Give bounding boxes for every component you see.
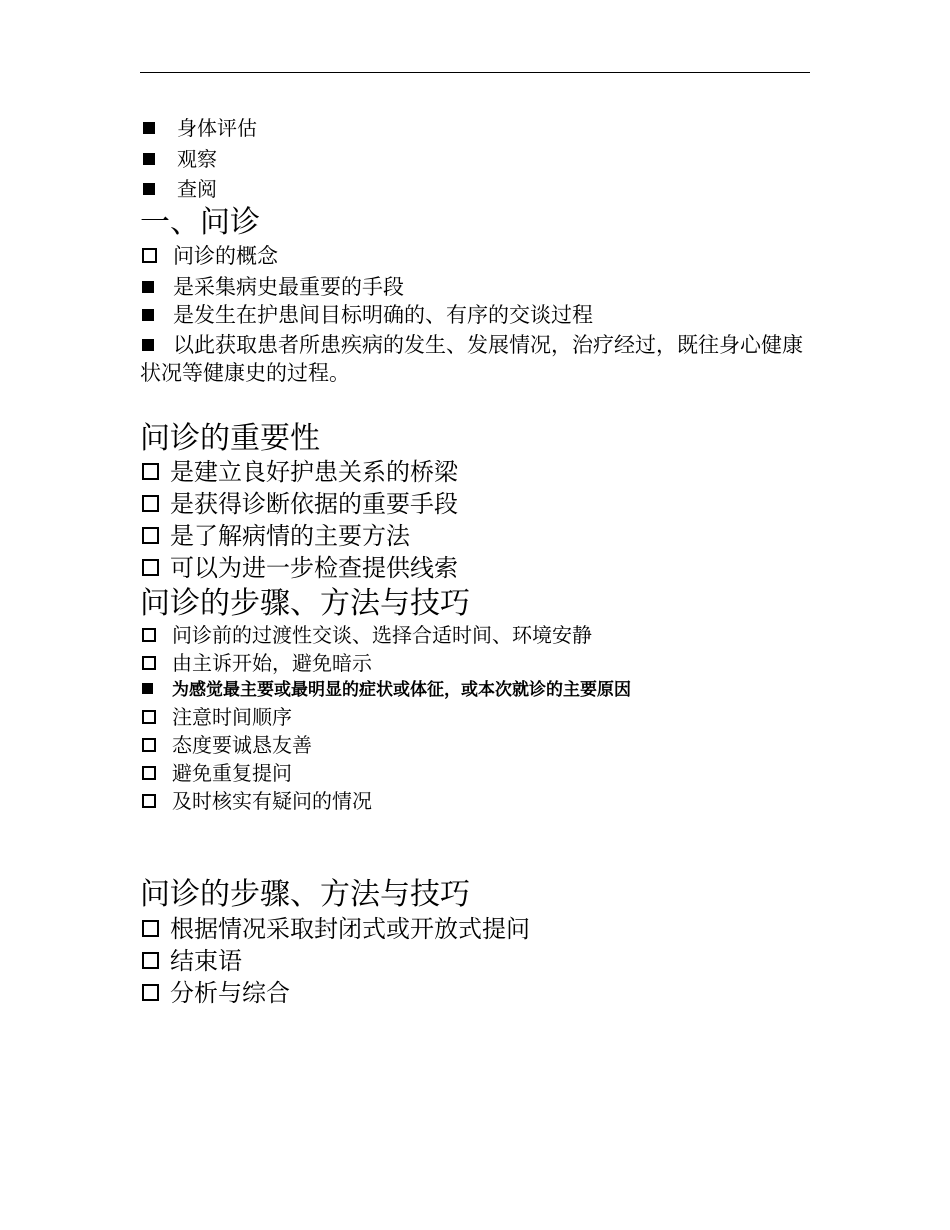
section-heading: 问诊的步骤、方法与技巧 (140, 877, 470, 912)
hollow-square-bullet-icon (142, 628, 156, 642)
list-item: 是发生在护患间目标明确的、有序的交谈过程 (140, 305, 593, 326)
hollow-square-bullet-icon (142, 710, 156, 724)
list-item: 查阅 (140, 179, 217, 199)
list-item: 问诊前的过渡性交谈、选择合适时间、环境安静 (140, 625, 592, 645)
hollow-square-bullet-icon (142, 766, 156, 780)
hollow-square-bullet-icon (142, 656, 156, 670)
concept-title: 问诊的概念 (140, 246, 278, 267)
list-item: 观察 (140, 149, 217, 169)
list-item: 避免重复提问 (140, 763, 292, 783)
hollow-square-bullet-icon (142, 794, 156, 808)
filled-square-bullet-icon (142, 309, 154, 321)
header-rule (140, 72, 810, 73)
hollow-square-bullet-icon (142, 248, 157, 263)
list-item: 身体评估 (140, 118, 257, 138)
list-item: 分析与综合 (140, 981, 290, 1005)
hollow-square-bullet-icon (142, 738, 156, 752)
list-item: 是建立良好护患关系的桥梁 (140, 460, 458, 484)
list-item: 是采集病史最重要的手段 (140, 277, 404, 298)
list-item: 是获得诊断依据的重要手段 (140, 492, 458, 516)
concept-paragraph: 以此获取患者所患疾病的发生、发展情况，治疗经过，既往身心健康状况等健康史的过程。 (140, 333, 803, 385)
section-heading: 一、问诊 (140, 205, 260, 240)
list-item: 由主诉开始，避免暗示 (140, 653, 372, 673)
filled-square-bullet-icon (143, 183, 155, 195)
section-heading: 问诊的重要性 (140, 421, 320, 456)
list-item: 态度要诚恳友善 (140, 735, 312, 755)
hollow-square-bullet-icon (142, 952, 159, 969)
hollow-square-bullet-icon (142, 984, 159, 1001)
hollow-square-bullet-icon (142, 495, 159, 512)
filled-square-bullet-icon (142, 683, 153, 694)
hollow-square-bullet-icon (142, 527, 159, 544)
filled-square-bullet-icon (143, 122, 155, 134)
list-item: 结束语 (140, 949, 242, 973)
hollow-square-bullet-icon (142, 559, 159, 576)
list-item: 及时核实有疑问的情况 (140, 791, 372, 811)
list-item: 是了解病情的主要方法 (140, 524, 410, 548)
filled-square-bullet-icon (142, 339, 154, 351)
list-item: 根据情况采取封闭式或开放式提问 (140, 917, 530, 941)
list-item: 为感觉最主要或最明显的症状或体征，或本次就诊的主要原因 (140, 682, 631, 699)
hollow-square-bullet-icon (142, 920, 159, 937)
list-item: 注意时间顺序 (140, 707, 292, 727)
filled-square-bullet-icon (143, 153, 155, 165)
list-item: 可以为进一步检查提供线索 (140, 556, 458, 580)
filled-square-bullet-icon (142, 281, 154, 293)
section-heading: 问诊的步骤、方法与技巧 (140, 586, 470, 621)
hollow-square-bullet-icon (142, 463, 159, 480)
